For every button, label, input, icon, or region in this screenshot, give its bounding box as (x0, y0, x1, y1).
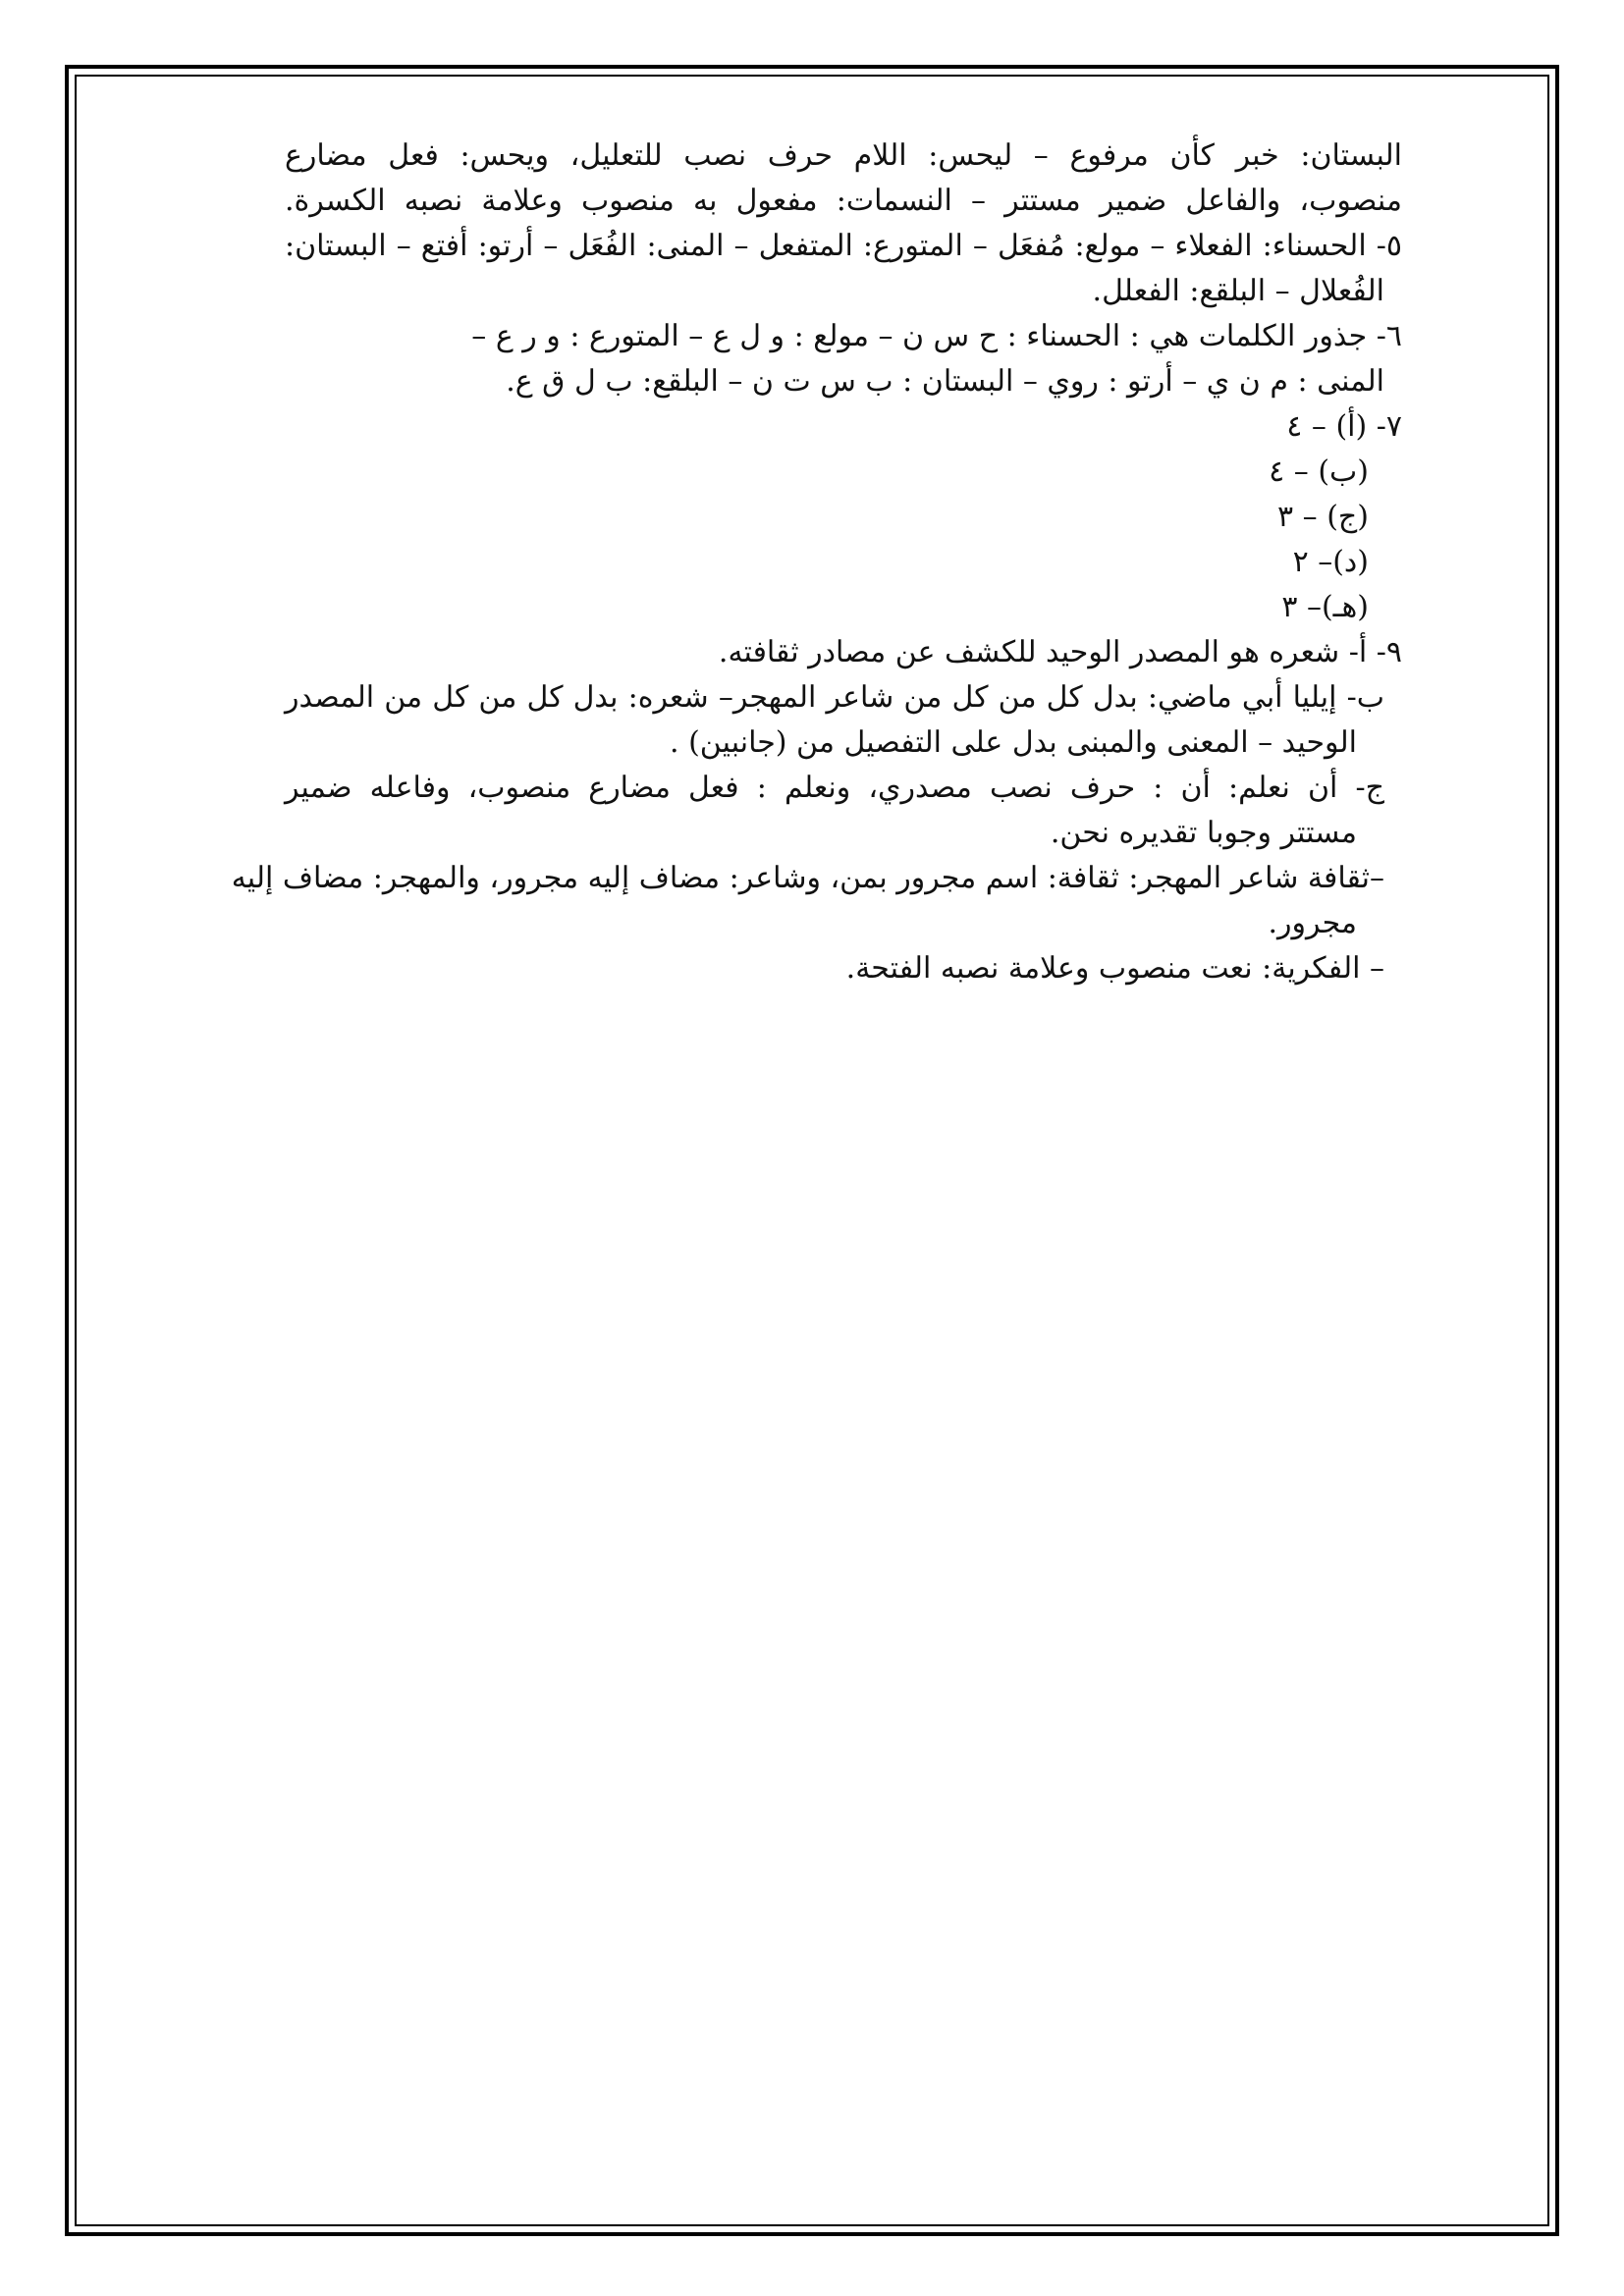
text-line: المنى : م ن ي – أرتو : روي – البستان : ب س ت ن – البلقع: ب ل ق ع. (506, 364, 1384, 399)
text-line: ٥- الحسناء: الفعلاء – مولع: مُفعَل – المتورع: المتفعل – المنى: الفُعَل – أرتو: أفتع – البستان: (285, 229, 1402, 263)
text-line: (ب) – ٤ (1269, 454, 1369, 489)
text-line: ٩- أ- شعره هو المصدر الوحيد للكشف عن مصادر ثقافته. (718, 635, 1402, 669)
text-line: (ج) – ٣ (1277, 500, 1369, 534)
text-line: (د)– ٢ (1292, 545, 1369, 579)
text-line: ب- إيليا أبي ماضي: بدل كل من كل من شاعر المهجر– شعره: بدل كل من كل من المصدر (285, 680, 1384, 715)
text-line: الوحيد – المعنى والمبنى بدل على التفصيل من (جانبين) . (670, 725, 1357, 760)
text-line: ٦- جذور الكلمات هي : الحسناء : ح س ن – مولع : و ل ع – المتورع : و ر ع – (471, 319, 1402, 353)
text-line: مجرور. (1268, 906, 1357, 940)
text-line: – الفكرية: نعت منصوب وعلامة نصبه الفتحة. (845, 951, 1384, 986)
text-line: (هـ)– ٣ (1281, 590, 1369, 624)
text-line: ٧- (أ) – ٤ (1286, 409, 1402, 444)
text-line: ج- أن نعلم: أن : حرف نصب مصدري، ونعلم : فعل مضارع منصوب، وفاعله ضمير (285, 771, 1384, 805)
text-line: –ثقافة شاعر المهجر: ثقافة: اسم مجرور بمن، وشاعر: مضاف إليه مجرور، والمهجر: مضاف إليه (231, 861, 1384, 895)
text-line: مستتر وجوبا تقديره نحن. (1050, 816, 1357, 850)
answer-text-block (231, 133, 1402, 991)
text-line: البستان: خبر كأن مرفوع – ليحس: اللام حرف نصب للتعليل، ويحس: فعل مضارع (285, 138, 1402, 173)
text-line: منصوب، والفاعل ضمير مستتر – النسمات: مفعول به منصوب وعلامة نصبه الكسرة. (285, 184, 1402, 218)
text-line: الفُعلال – البلقع: الفعلل. (1092, 274, 1384, 308)
